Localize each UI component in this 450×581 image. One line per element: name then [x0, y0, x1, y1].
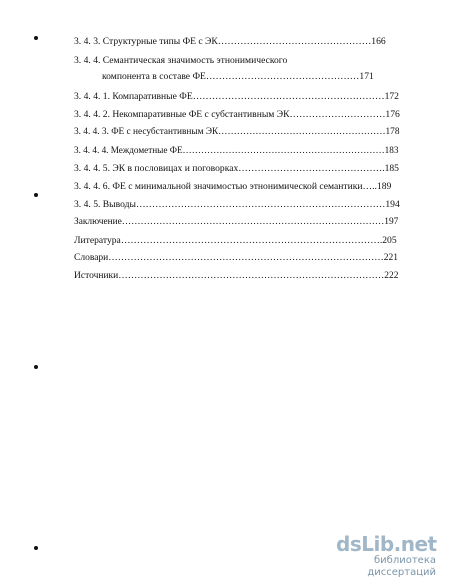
toc-entry: Источники…………………………………………………………………………222: [74, 271, 399, 281]
margin-dot: [34, 193, 38, 197]
toc-entry: 3. 4. 3. Структурные типы ФЕ с ЭК…………………………………………166: [74, 36, 386, 47]
toc-entry: Заключение…………………………………………………………………………197: [74, 217, 399, 227]
toc-entry: 3. 4. 5. Выводы……………………………………………………………………194: [74, 199, 400, 210]
toc-entry: Словари……………………………………………………………………………221: [74, 253, 398, 263]
dslib-watermark: [336, 532, 437, 578]
toc-entry: 3. 4. 4. 2. Некомпаративные ФЕ с субстантивным ЭК…………………………176: [74, 109, 400, 120]
toc-entry: 3. 4. 4. 1. Компаративные ФЕ……………………………………………………172: [74, 91, 399, 102]
toc-entry: 3. 4. 4. 4. Междометные ФЕ…………………………………………………………183: [74, 145, 399, 155]
toc-entry: Литература……………………………………………………………………….205: [74, 235, 397, 246]
toc-entry: 3. 4. 4. 3. ФЕ с несубстантивным ЭК………………………………………………178: [74, 127, 400, 137]
watermark-subtitle: библиотека диссертаций: [367, 555, 436, 578]
toc-entry: 3. 4. 4. Семантическая значимость этнонимического: [74, 55, 288, 66]
margin-dot: [34, 365, 38, 369]
margin-dot: [34, 546, 38, 550]
toc-entry: 3. 4. 4. 5. ЭК в пословицах и поговорках……………………………………….185: [74, 163, 399, 174]
margin-dot: [34, 36, 38, 40]
toc-entry: 3. 4. 4. 6. ФЕ с минимальной значимостью этнонимической семантики…..189: [74, 181, 392, 192]
toc-entry-continuation: компонента в составе ФЕ…………………………………………171: [102, 71, 374, 82]
watermark-logo: dsLib.net: [336, 532, 437, 556]
